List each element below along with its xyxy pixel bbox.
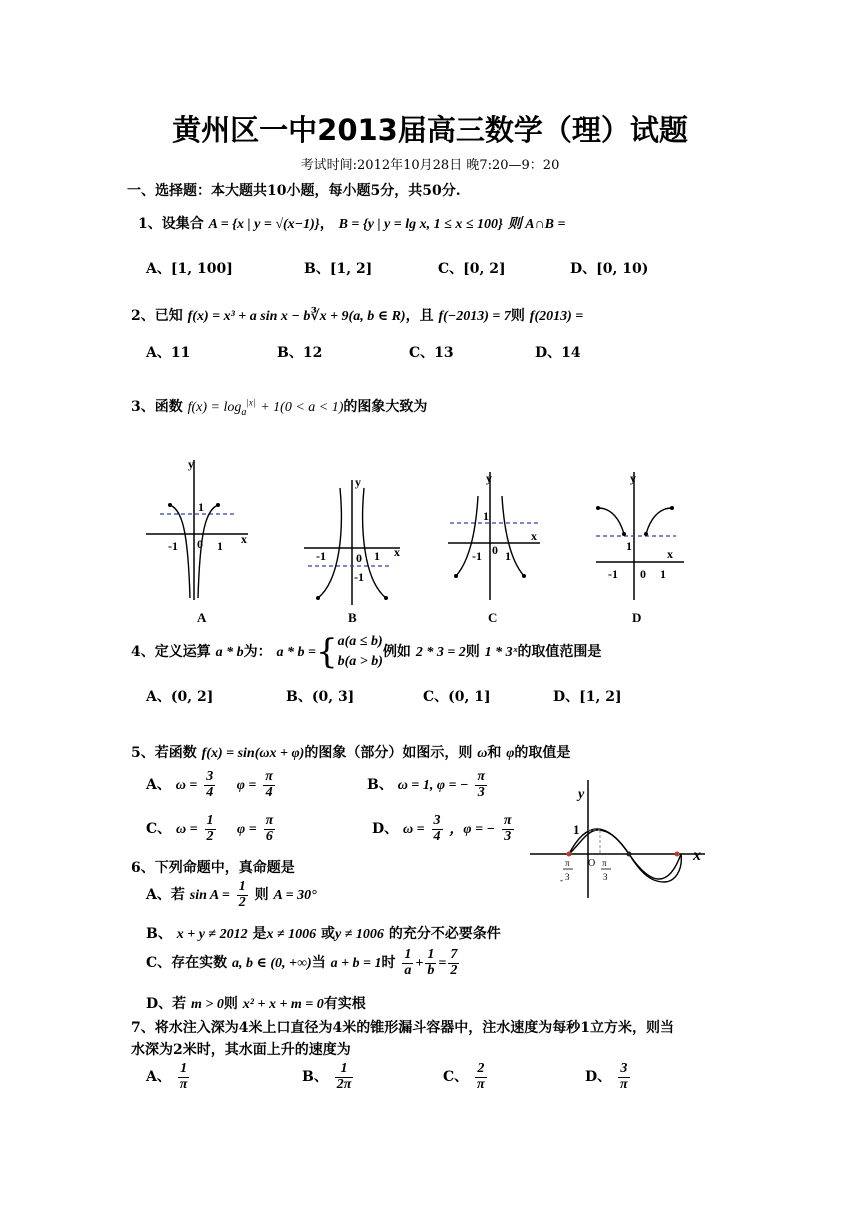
graph-b[interactable] [304, 475, 400, 625]
svg-text:x: x [394, 545, 400, 559]
exam-time: 考试时间:2012年10月28日 晚7:20—9：20 [300, 158, 560, 173]
svg-text:x: x [241, 532, 247, 546]
q6-option-d[interactable]: D、若 m > 0则 x² + x + m = 0有实根 [146, 996, 366, 1012]
svg-text:1: 1 [198, 500, 204, 514]
q2-option-d[interactable]: D、14 [535, 345, 581, 361]
set-b: B = {y | y = lg x, 1 ≤ x ≤ 100} [338, 217, 503, 232]
svg-text:π: π [602, 858, 607, 868]
svg-text:-: - [560, 875, 563, 885]
svg-text:1: 1 [483, 509, 489, 523]
svg-text:-1: -1 [316, 549, 326, 563]
q3-graphs [0, 450, 860, 630]
q4-option-c[interactable]: C、(0, 1] [423, 689, 491, 705]
svg-text:3: 3 [603, 872, 608, 882]
svg-text:0: 0 [492, 543, 498, 557]
svg-text:x: x [667, 547, 673, 561]
svg-text:x: x [693, 847, 701, 864]
svg-text:-1: -1 [168, 539, 178, 553]
svg-text:-1: -1 [608, 567, 618, 581]
page-title: 黄州区一中2013届高三数学（理）试题 [172, 113, 688, 147]
graph-a[interactable] [146, 457, 248, 625]
q2-option-c[interactable]: C、13 [409, 345, 454, 361]
q6-option-b[interactable]: B、 x + y ≠ 2012 是x ≠ 1006 或y ≠ 1006 的充分不必要条件 [146, 926, 501, 942]
question-5-stem: 5、若函数 f(x) = sin(ωx + φ)的图象（部分）如图示，则 ω和 φ的取值是 [131, 745, 571, 761]
q6-option-c[interactable]: C、存在实数 a, b ∈ (0, +∞)当 a + b = 1时 $\frac{1}{a}$ + $\frac{1}{b}$ = $\frac{7}{2}$ [146, 947, 458, 978]
question-1-stem: 1、设集合 A = {x | y = √(x−1)}， B = {y | y = lg x, 1 ≤ x ≤ 100} 则 A∩B = [138, 216, 566, 232]
set-a: A = {x | y = √(x−1)} [208, 217, 320, 232]
svg-text:1: 1 [626, 539, 632, 553]
svg-text:y: y [355, 475, 361, 489]
question-4-stem: 4、定义运算 a * b为： a * b ={ a(a ≤ b) b(a > b) 例如 2 * 3 = 2则 1 * 3ˣ的取值范围是 [131, 632, 602, 672]
svg-text:0: 0 [197, 537, 203, 551]
q7-option-a[interactable]: A、 $\frac{1}{\pi}$ [146, 1061, 188, 1092]
svg-text:C: C [488, 610, 498, 625]
q4-option-a[interactable]: A、(0, 2] [146, 689, 214, 705]
svg-text:-1: -1 [354, 570, 364, 584]
svg-text:1: 1 [505, 549, 511, 563]
svg-text:1: 1 [217, 539, 223, 553]
q5-option-d[interactable]: D、 ω = $\frac{3}{4}$ ，φ = − $\frac{\pi}{3}$ [372, 813, 512, 844]
question-7-line-2: 水深为2米时，其水面上升的速度为 [131, 1042, 351, 1058]
question-3-stem: 3、函数 $f(x) = \log_a^{|x|} + 1(0 < a < 1)$的图象大致为 [131, 397, 428, 418]
svg-text:x: x [531, 529, 537, 543]
svg-text:1: 1 [374, 549, 380, 563]
q2-option-a[interactable]: A、11 [146, 345, 191, 361]
q7-option-c[interactable]: C、 $\frac{2}{\pi}$ [443, 1061, 485, 1092]
question-2-stem: 2、已知 f(x) = x³ + a sin x − b∛x + 9(a, b ∈ R)，且 f(−2013) = 7则 f(2013) = [131, 308, 584, 324]
q7-option-d[interactable]: D、 $\frac{3}{\pi}$ [585, 1061, 628, 1092]
q5-option-c[interactable]: C、 ω = $\frac{1}{2}$ φ = $\frac{\pi}{6}$ [146, 813, 274, 844]
svg-text:O: O [588, 858, 596, 869]
svg-text:y: y [486, 471, 492, 485]
q1-option-a[interactable]: A、[1, 100] [146, 261, 233, 277]
q5-option-a[interactable]: A、 ω = $\frac{3}{4}$ φ = $\frac{\pi}{4}$ [146, 769, 273, 800]
svg-text:3: 3 [565, 872, 570, 882]
q1-option-b[interactable]: B、[1, 2] [304, 261, 373, 277]
svg-text:π: π [565, 858, 570, 868]
q4-option-d[interactable]: D、[1, 2] [553, 689, 622, 705]
svg-text:1: 1 [573, 822, 580, 837]
svg-text:D: D [632, 610, 642, 625]
q6-option-a[interactable]: A、若 sin A = $\frac{1}{2}$ 则 A = 30° [146, 879, 317, 910]
svg-text:1: 1 [660, 567, 666, 581]
q1-option-d[interactable]: D、[0, 10) [570, 261, 649, 277]
q4-option-b[interactable]: B、(0, 3] [286, 689, 355, 705]
svg-text:0: 0 [356, 551, 362, 565]
q1-option-c[interactable]: C、[0, 2] [438, 261, 506, 277]
svg-text:y: y [578, 787, 585, 802]
q7-option-b[interactable]: B、 $\frac{1}{2\pi}$ [302, 1061, 352, 1092]
q2-option-b[interactable]: B、12 [277, 345, 323, 361]
svg-text:0: 0 [640, 567, 646, 581]
q5-option-b[interactable]: B、 ω = 1, φ = − $\frac{\pi}{3}$ [367, 769, 486, 800]
svg-text:-1: -1 [472, 549, 482, 563]
section-heading: 一、选择题：本大题共10小题，每小题5分，共50分. [127, 183, 461, 199]
graph-d[interactable] [596, 471, 684, 625]
q5-sine-graph [525, 770, 715, 900]
graph-c[interactable] [448, 471, 540, 625]
question-7-line-1: 7、将水注入深为4米上口直径为4米的锥形漏斗容器中，注水速度为每秒1立方米，则当 [131, 1020, 674, 1036]
question-6-stem: 6、下列命题中，真命题是 [131, 860, 295, 876]
svg-text:B: B [348, 610, 357, 625]
svg-text:y: y [630, 471, 636, 485]
svg-text:y: y [188, 457, 194, 471]
svg-text:A: A [197, 610, 207, 625]
